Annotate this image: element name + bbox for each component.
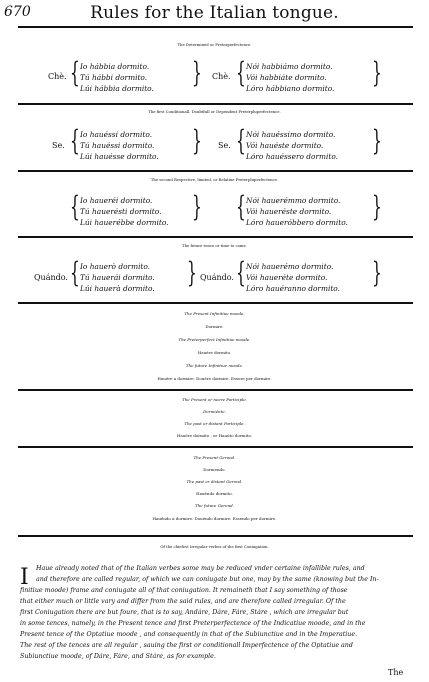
left-label: Se. — [52, 141, 65, 150]
running-title: Rules for the Italian tongue. — [90, 3, 339, 23]
conjugation-line: Io hauéssi dormito. — [80, 130, 153, 139]
conjugation-line: Lúi hauerà dormito. — [80, 284, 155, 293]
gerund-heading-future: The future Gerond. — [195, 503, 234, 508]
page-number: 670 — [4, 4, 31, 20]
section-rule — [18, 236, 413, 238]
paragraph-line: finitiue moode) frame and coniugate all of that coniugation. It remaineth that I say something of those — [20, 587, 348, 594]
conjugation-line: Io hauerò dormito. — [80, 262, 151, 271]
left-brace: { — [236, 190, 246, 223]
infinitive-heading-future: The future Infinitiue moode. — [185, 363, 244, 368]
right-brace: } — [372, 256, 382, 289]
right-brace: } — [192, 124, 202, 157]
section-rule — [18, 302, 413, 304]
gerund-form: Dormendo. — [203, 467, 226, 472]
infinitive-form: Hauére dormito. — [197, 350, 232, 355]
right-brace: } — [187, 256, 197, 289]
gerund-form: Hauéndo a dormire. Douéndo dormire. Essendo per dormire. — [152, 516, 277, 521]
conjugation-line: Io hábbia dormito. — [80, 62, 150, 71]
infinitive-form: Hauére a dormire. Douére dormire. Essere per dormire. — [157, 376, 272, 381]
left-brace: { — [70, 124, 80, 157]
conjugation-line: Lóro haueróbbero dormito. — [246, 218, 348, 227]
conjugation-line: Vói hauéste dormito. — [246, 141, 324, 150]
conjugation-line: Lóro hauéssero dormito. — [246, 152, 339, 161]
left-brace: { — [236, 56, 246, 89]
section-rule — [18, 446, 413, 448]
catchword: The — [388, 668, 404, 677]
section-title-first-conditional: The first Conditionall, Doubtfull or Dependent Preterpluperfectence. — [148, 109, 281, 114]
paragraph-line: The rest of the tences are all regular , sauing the first or conditionall Imperfectence of the Optatiue and — [20, 642, 353, 649]
conjugation-line: Nói hauéssimo dormito. — [246, 130, 336, 139]
conjugation-line: Nói habbiámo dormito. — [246, 62, 333, 71]
left-label: Quándo. — [34, 273, 68, 282]
left-brace: { — [70, 190, 80, 223]
conjugation-line: Lóro hauéranno dormito. — [246, 284, 340, 293]
gerund-heading-past: The past or distant Gerond. — [186, 479, 243, 484]
right-label: Se. — [218, 141, 231, 150]
conjugation-line: Lúi hauerébbe dormito. — [80, 218, 169, 227]
conjugation-line: Tú hauerésti dormito. — [80, 207, 162, 216]
right-label: Quándo. — [200, 273, 234, 282]
gerund-heading-present: The Present Gerond. — [193, 455, 236, 460]
gerund-form: Hauéndo dormito. — [196, 491, 233, 496]
conjugation-line: Vói haueréste dormito. — [246, 207, 332, 216]
conjugation-line: Tú hauéssi dormito. — [80, 141, 155, 150]
infinitive-heading-preterperfect: The Preterperfect Infinitiue moode. — [178, 337, 251, 342]
conjugation-line: Lúi hábbia dormito. — [80, 84, 154, 93]
section-title-second-respective: The second Respective, limited, or Relatiue Preterpluperfectence. — [150, 177, 279, 182]
paragraph-line: Present tence of the Optatiue moode , and consequently in that of the Subiunctiue and in the Imperatiue. — [20, 631, 358, 638]
conjugation-line: Io haueréi dormito. — [80, 196, 153, 205]
conjugation-line: Vói haueréte dormito. — [246, 273, 328, 282]
irregular-verbs-title: Of the chiefest Irregular verbes of the first Coniugation. — [160, 544, 269, 549]
right-brace: } — [372, 124, 382, 157]
participle-form: Dormiénte. — [203, 409, 226, 414]
right-brace: } — [372, 56, 382, 89]
paragraph-line: first Coniugation there are but foure, that is to say, Andáre, Dáre, Fáre, Stáre , which are irregular but — [20, 609, 349, 616]
left-brace: { — [70, 56, 80, 89]
paragraph-line: and therefore are called regular, of which we can coniugate but one, may by the same (knowing but the In- — [36, 576, 379, 583]
left-brace: { — [70, 256, 80, 289]
right-brace: } — [372, 190, 382, 223]
conjugation-line: Lúi hauésse dormito. — [80, 152, 159, 161]
paragraph-line: in some tences, namely, in the Present tence and first Preterperfectence of the Indicatiue moode, and in the — [20, 620, 366, 627]
section-rule — [18, 170, 413, 172]
right-label: Chè. — [212, 72, 231, 81]
section-rule — [18, 389, 413, 391]
conjugation-line: Nói hauerémmo dormito. — [246, 196, 341, 205]
conjugation-line: Tú hauerái dormito. — [80, 273, 155, 282]
paragraph-line: Haue already noted that of the Italian verbes some may be reduced vnder certaine infallible rules, and — [36, 565, 365, 572]
conjugation-line: Nói hauerémo dormito. — [246, 262, 334, 271]
participle-form: Hauére dormito , or Hauúto dormito. — [176, 433, 253, 438]
left-label: Chè. — [48, 72, 67, 81]
section-title-determined: The Determined or Preterperfectence. — [177, 42, 252, 47]
paragraph-line: that either much or little vary and differ from the said rules, and are therefore called irregular. Of the — [20, 598, 346, 605]
conjugation-line: Lóro hábbiano dormito. — [246, 84, 335, 93]
infinitive-form: Dormire. — [205, 324, 224, 329]
conjugation-line: Tú hábbi dormito. — [80, 73, 148, 82]
participle-heading-present: The Present or neere Participle. — [182, 397, 247, 402]
paragraph-line: Subiunctiue moode, of Dáre, Fáre, and Stáre, as for example. — [20, 653, 216, 660]
section-title-future: The future tence or time to come. — [182, 243, 247, 248]
section-rule — [18, 103, 413, 105]
right-brace: } — [192, 56, 202, 89]
left-brace: { — [236, 256, 246, 289]
right-brace: } — [192, 190, 202, 223]
infinitive-heading-present: The Present Infinitiue moode. — [184, 311, 245, 316]
conjugation-line: Vói habbiáte dormito. — [246, 73, 327, 82]
header-rule — [18, 26, 413, 28]
section-rule — [18, 535, 413, 537]
participle-heading-past: The past or distant Participle. — [184, 421, 245, 426]
drop-cap: I — [20, 565, 29, 590]
left-brace: { — [236, 124, 246, 157]
